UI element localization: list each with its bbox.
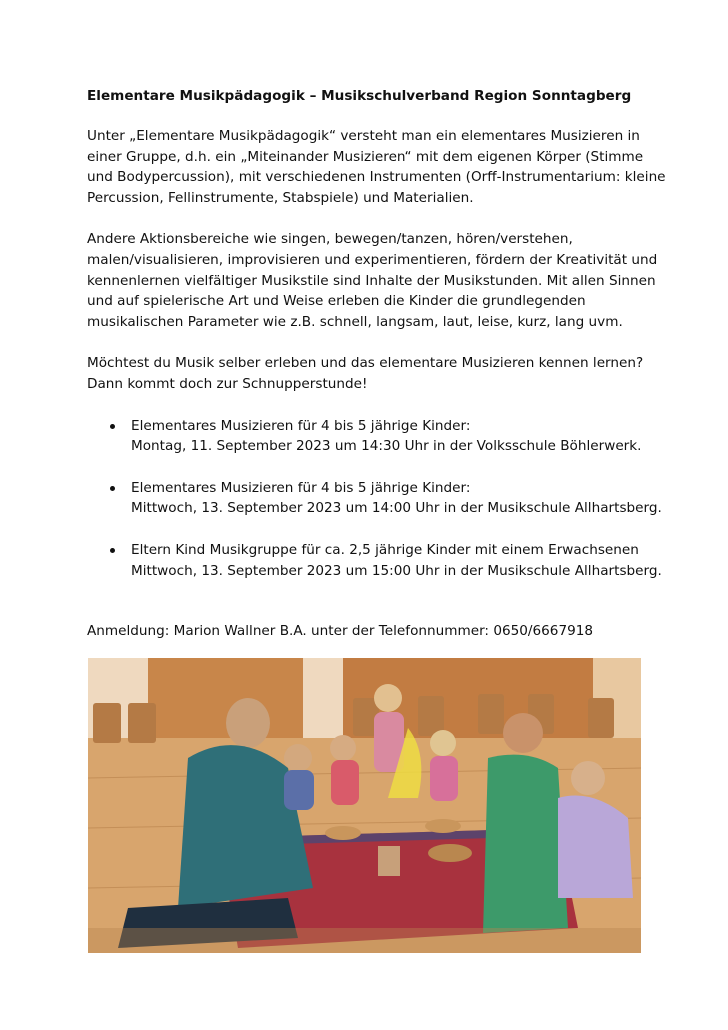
intro-line: einer Gruppe, d.h. ein „Miteinander Musizieren“ mit dem eigenen Körper (Stimme: [87, 148, 644, 165]
activities-line: musikalischen Parameter wie z.B. schnell, langsam, laut, leise, kurz, lang uvm.: [87, 313, 623, 330]
session-date: Montag, 11. September 2023 um 14:30 Uhr in der Volksschule Böhlerwerk.: [131, 438, 642, 455]
photo-illustration: [88, 658, 641, 953]
activities-line: malen/visualisieren, improvisieren und experimentieren, fördern der Kreativität und: [87, 251, 658, 268]
session-item: [87, 540, 662, 581]
session-item: [87, 478, 662, 519]
activities-line: kennenlernen vielfältiger Musikstile sind Inhalte der Musikstunden. Mit allen Sinnen: [87, 272, 656, 289]
session-description: Eltern Kind Musikgruppe für ca. 2,5 jährige Kinder mit einem Erwachsenen: [131, 541, 639, 558]
session-date: Mittwoch, 13. September 2023 um 15:00 Uhr in der Musikschule Allhartsberg.: [131, 562, 662, 579]
registration-line: Anmeldung: Marion Wallner B.A. unter der Telefonnummer: 0650/6667918: [87, 623, 594, 640]
activities-line: Andere Aktionsbereiche wie singen, bewegen/tanzen, hören/verstehen,: [87, 231, 573, 248]
document-title: Elementare Musikpädagogik – Musikschulverband Region Sonntagberg: [87, 88, 632, 104]
document-body: [87, 86, 666, 642]
intro-paragraph: [87, 126, 666, 208]
session-date: Mittwoch, 13. September 2023 um 14:00 Uhr in der Musikschule Allhartsberg.: [131, 500, 662, 517]
intro-line: und Bodypercussion), mit verschiedenen Instrumenten (Orff-Instrumentarium: kleine: [87, 169, 666, 186]
invite-line: Dann kommt doch zur Schnupperstunde!: [87, 375, 368, 392]
session-description: Elementares Musizieren für 4 bis 5 jährige Kinder:: [131, 417, 471, 434]
intro-line: Percussion, Fellinstrumente, Stabspiele) und Materialien.: [87, 189, 474, 206]
session-item: [87, 416, 657, 457]
activities-line: und auf spielerische Art und Weise erleben die Kinder die grundlegenden: [87, 293, 586, 310]
activities-paragraph: [87, 229, 657, 332]
session-description: Elementares Musizieren für 4 bis 5 jährige Kinder:: [131, 479, 471, 496]
intro-line: Unter „Elementare Musikpädagogik“ versteht man ein elementares Musizieren in: [87, 128, 640, 144]
invite-paragraph: [87, 353, 657, 394]
invite-line: Möchtest du Musik selber erleben und das elementare Musizieren kennen lernen?: [87, 355, 644, 372]
music-class-photo: [88, 658, 641, 953]
session-list: [87, 416, 662, 582]
